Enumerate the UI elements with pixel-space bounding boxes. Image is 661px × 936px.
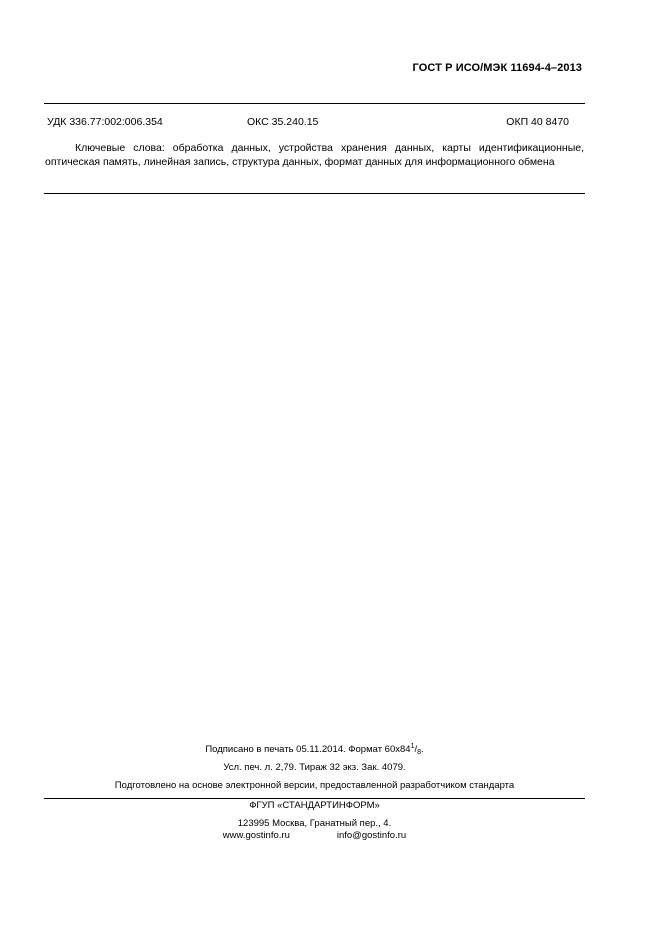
- prepared-note: Подготовлено на основе электронной версии, предоставленной разработчиком стандарта: [114, 780, 515, 791]
- signed-suffix: .: [421, 744, 424, 755]
- keywords-paragraph: Ключевые слова: обработка данных, устройства хранения данных, карты идентификационные, оптическая память, линейная запись, структура данных, формат данных для информационного обмена: [45, 142, 584, 168]
- print-info-line: Усл. печ. л. 2,79. Тираж 32 экз. Зак. 4079.: [223, 762, 406, 773]
- document-designation: ГОСТ Р ИСО/МЭК 11694-4–2013: [412, 62, 582, 74]
- bottom-divider: [44, 193, 585, 194]
- udk-code: УДК 336.77:002:006.354: [47, 116, 163, 128]
- publisher-name: ФГУП «СТАНДАРТИНФОРМ»: [249, 800, 380, 811]
- format-denominator: 8: [417, 749, 422, 756]
- imprint-divider: [44, 798, 585, 799]
- publisher-address: 123995 Москва, Гранатный пер., 4.: [237, 818, 392, 829]
- website-link[interactable]: www.gostinfo.ru: [222, 830, 290, 841]
- top-divider: [44, 103, 585, 104]
- oks-code: ОКС 35.240.15: [247, 116, 319, 128]
- format-slash: /: [414, 744, 418, 755]
- format-numerator: 1: [410, 743, 415, 750]
- okp-code: ОКП 40 8470: [506, 116, 569, 128]
- email-link[interactable]: info@gostinfo.ru: [336, 830, 407, 841]
- signed-text: Подписано в печать 05.11.2014. Формат 60х84: [205, 744, 411, 755]
- signed-for-print-line: [44, 743, 585, 756]
- publisher-contacts: [44, 830, 585, 841]
